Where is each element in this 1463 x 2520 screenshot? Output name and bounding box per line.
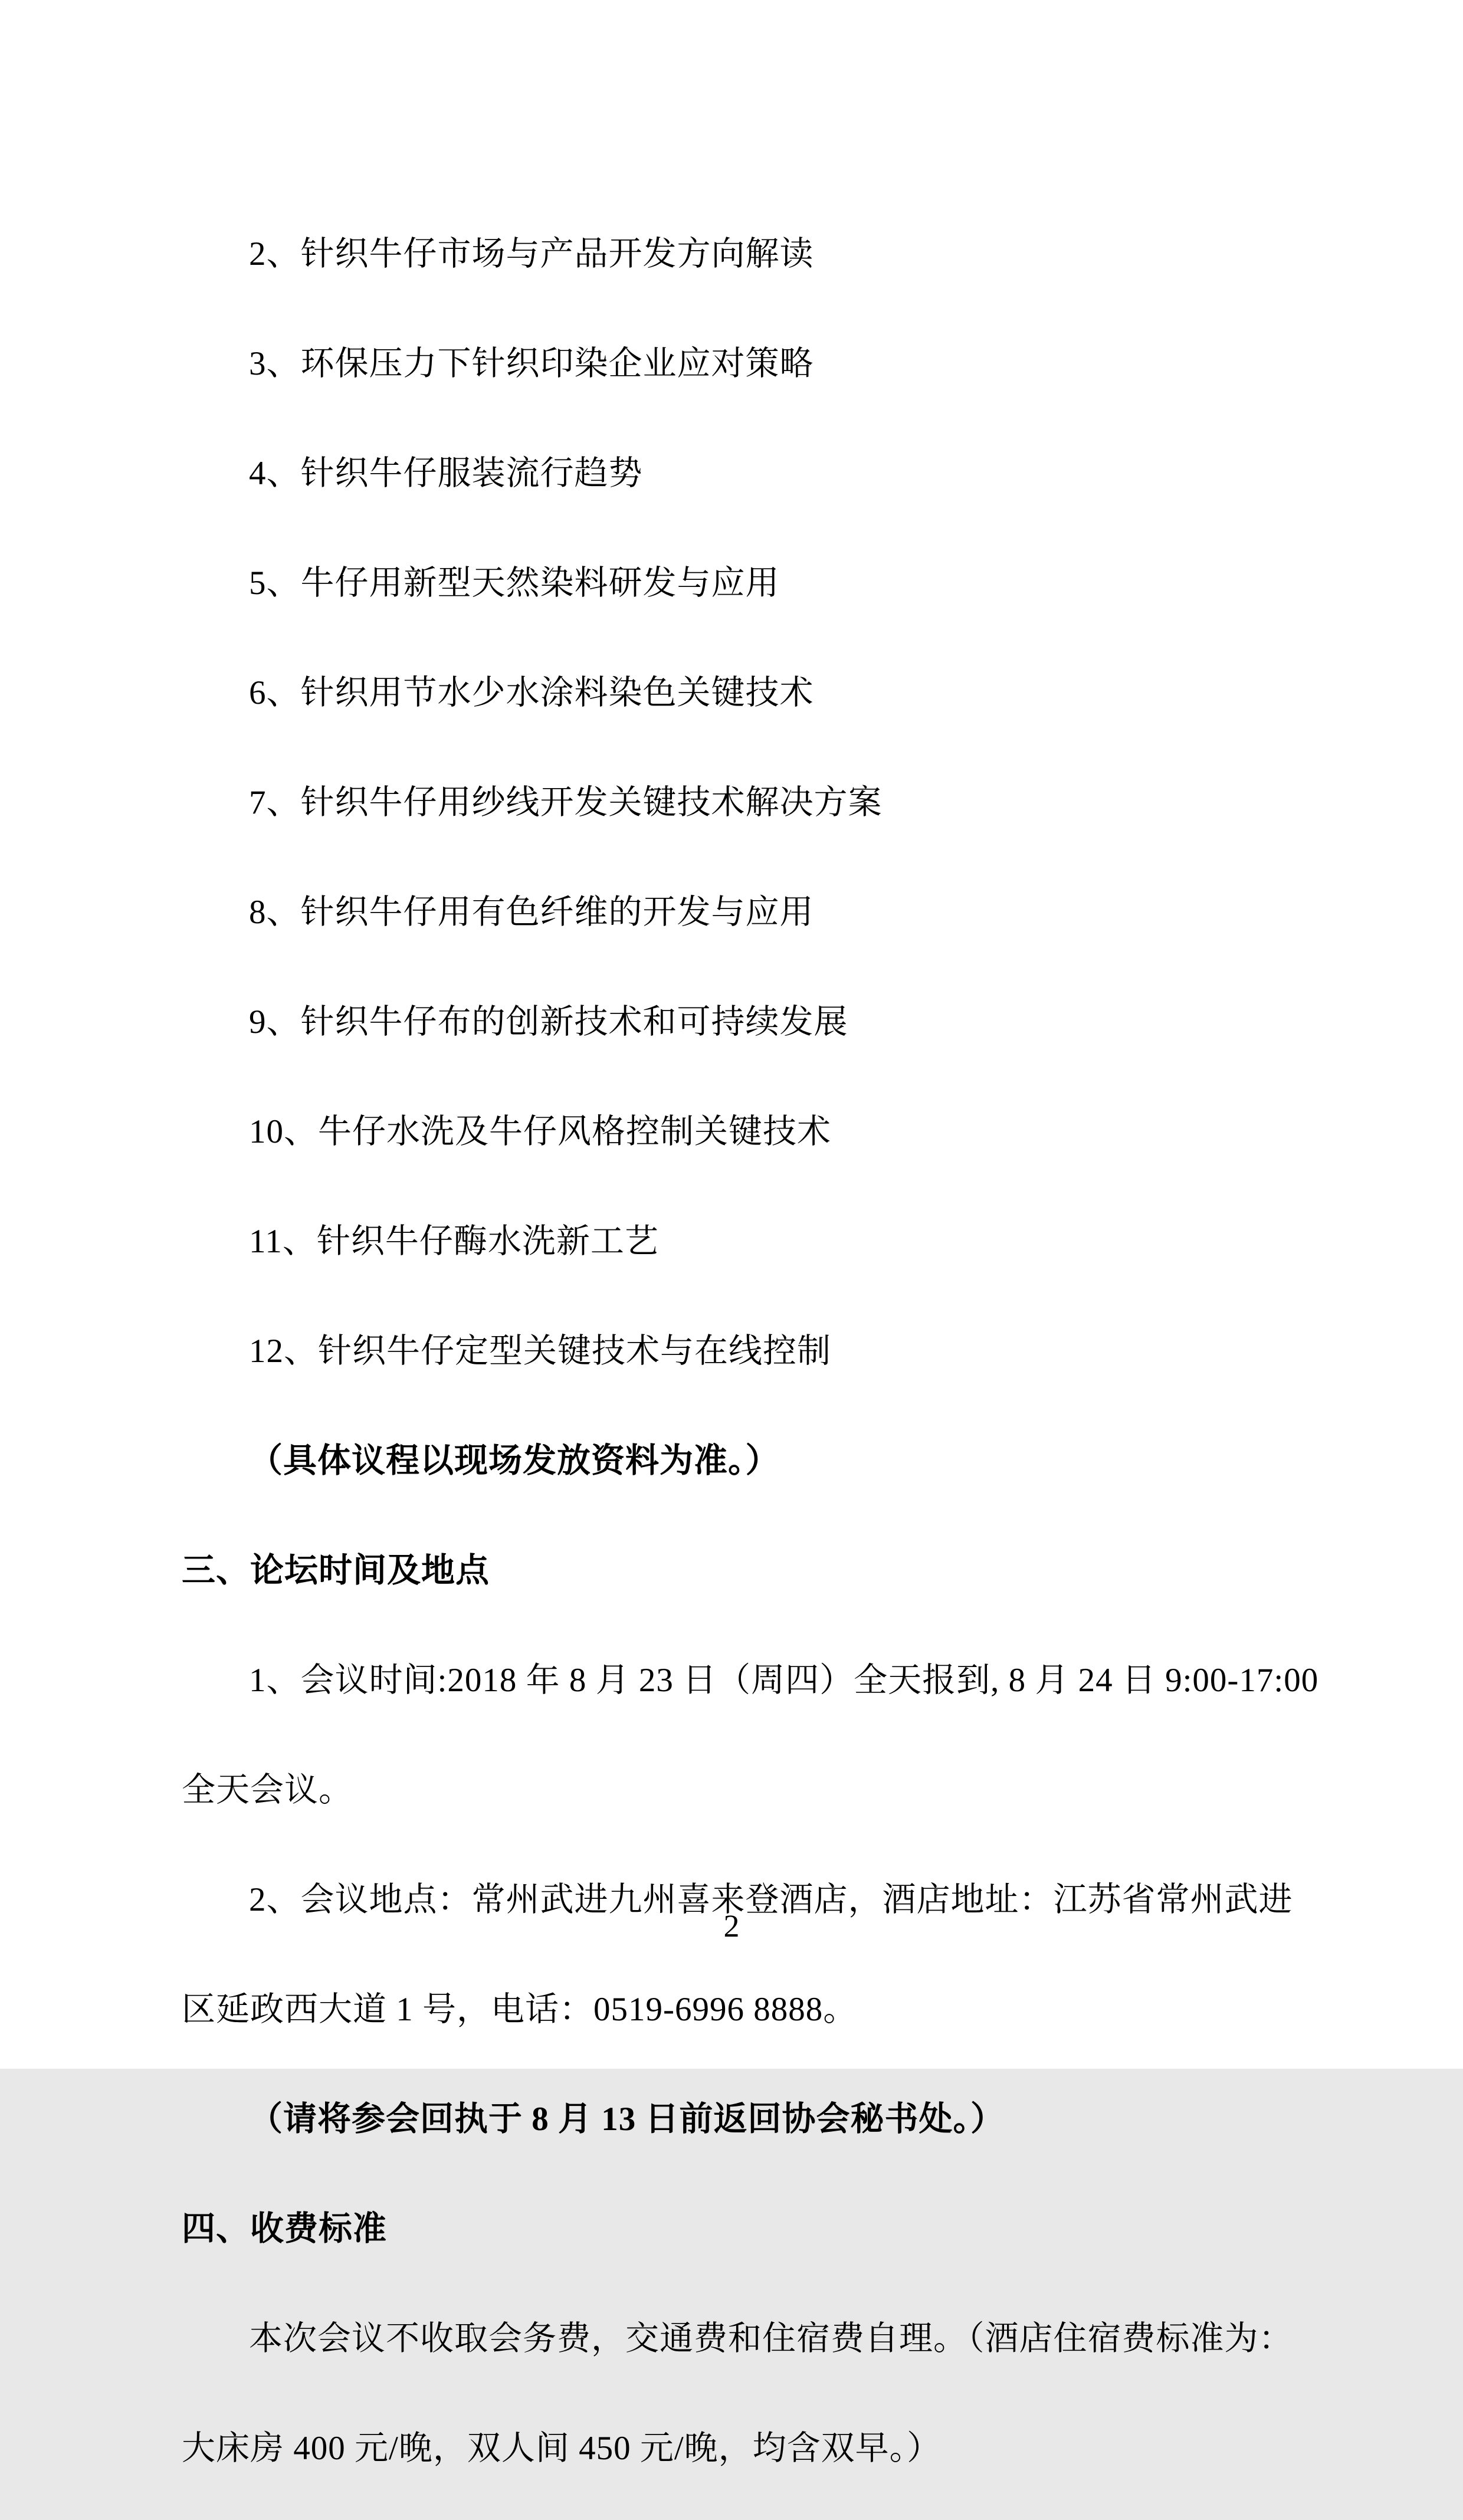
agenda-item-6: 6、针织用节水少水涂料染色关键技术	[249, 674, 814, 711]
reply-deadline-note: （请将参会回执于 8 月 13 日前返回协会秘书处。）	[249, 2101, 1005, 2138]
agenda-note: （具体议程以现场发放资料为准。）	[249, 1442, 780, 1479]
agenda-item-12: 12、针织牛仔定型关键技术与在线控制	[249, 1333, 831, 1370]
agenda-item-8: 8、针织牛仔用有色纤维的开发与应用	[249, 894, 814, 931]
meeting-time-line1: 1、会议时间:2018 年 8 月 23 日（周四）全天报到, 8 月 24 日 9:00-17:00	[249, 1662, 1319, 1699]
fee-line2: 大床房 400 元/晚，双人间 450 元/晚，均含双早。）	[182, 2430, 942, 2467]
agenda-item-4: 4、针织牛仔服装流行趋势	[249, 455, 643, 492]
agenda-item-11: 11、针织牛仔酶水洗新工艺	[249, 1223, 659, 1260]
agenda-item-5: 5、牛仔用新型天然染料研发与应用	[249, 565, 780, 602]
agenda-item-7: 7、针织牛仔用纱线开发关键技术解决方案	[249, 784, 883, 821]
agenda-item-10: 10、牛仔水洗及牛仔风格控制关键技术	[249, 1113, 831, 1150]
section4-heading: 四、收费标准	[182, 2210, 387, 2247]
meeting-time-line2: 全天会议。	[182, 1771, 353, 1809]
section3-heading: 三、论坛时间及地点	[182, 1552, 490, 1589]
document-body	[182, 182, 1320, 2520]
page-number: 2	[723, 1908, 740, 1944]
agenda-item-9: 9、针织牛仔布的创新技术和可持续发展	[249, 1003, 848, 1041]
meeting-venue-line1: 2、会议地点：常州武进九州喜来登酒店，酒店地址：江苏省常州武进	[249, 1881, 1293, 1918]
agenda-item-3: 3、环保压力下针织印染企业应对策略	[249, 345, 814, 382]
meeting-venue-line2: 区延政西大道 1 号，电话：0519-6996 8888。	[182, 1991, 858, 2028]
fee-line1: 本次会议不收取会务费，交通费和住宿费自理。（酒店住宿费标准为：	[249, 2320, 1293, 2357]
agenda-item-2: 2、针织牛仔市场与产品开发方向解读	[249, 235, 814, 273]
